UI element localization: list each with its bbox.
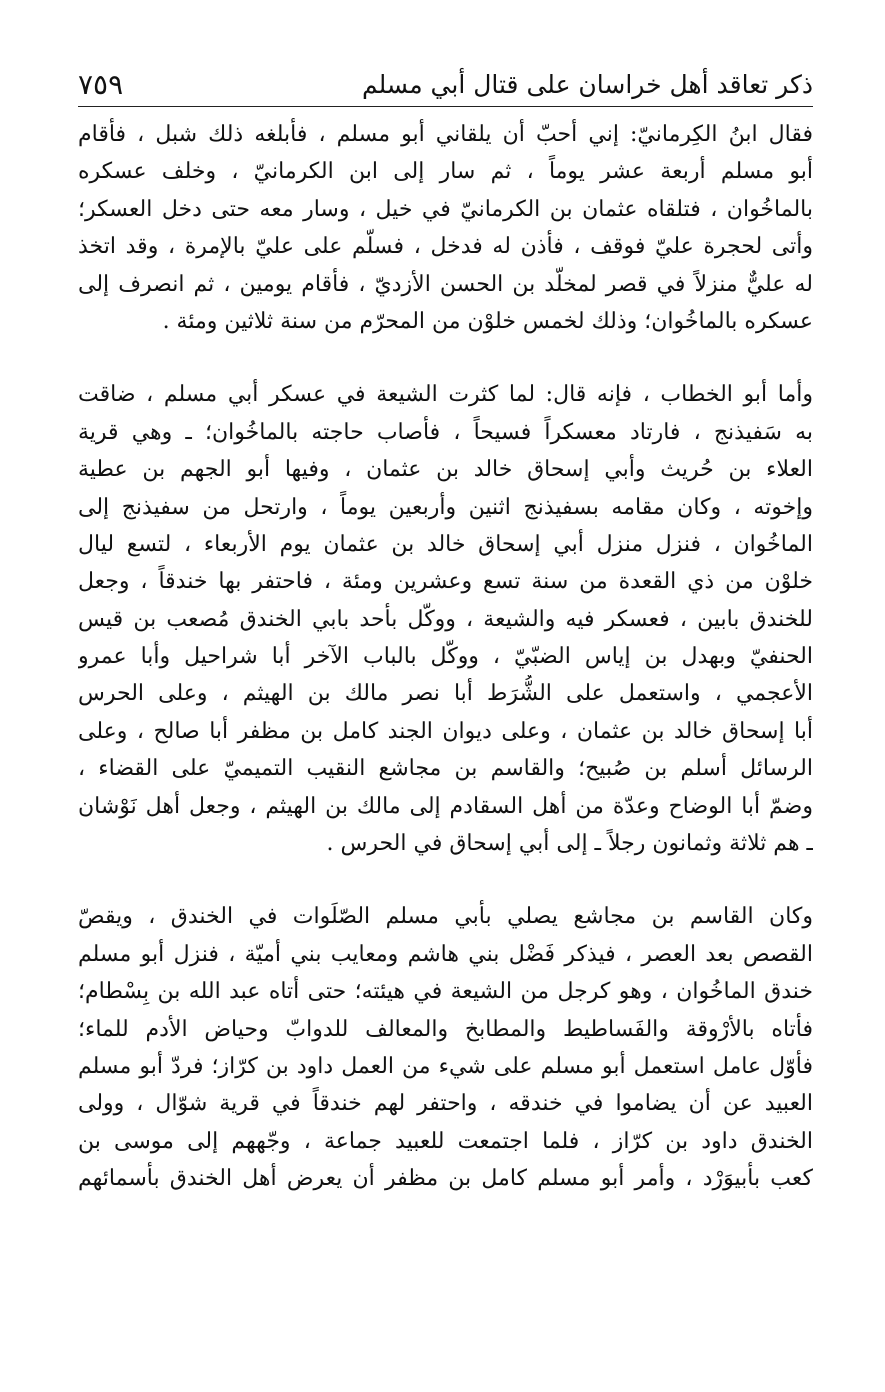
text-line: للخندق بابين ، فعسكر فيه والشيعة ، ووكّل بأحد بابي الخندق مُصعب بن قيس	[78, 606, 813, 632]
text-line: بالماخُوان ، فتلقاه عثمان بن الكرمانيّ في خيل ، وسار معه حتى دخل العسكر؛	[78, 196, 813, 222]
paragraph	[78, 898, 813, 1197]
text-line: وأما أبو الخطاب ، فإنه قال: لما كثرت الشيعة في عسكر أبي مسلم ، ضاقت	[78, 382, 813, 408]
paragraph	[78, 376, 813, 862]
text-line: ـ هم ثلاثة وثمانون رجلاً ـ إلى أبي إسحاق في الحرس .	[326, 831, 813, 857]
text-line: أبا إسحاق خالد بن عثمان ، وعلى ديوان الجند كامل بن مظفر أبا صالح ، وعلى	[78, 718, 813, 744]
text-line: فأتاه بالأرْوقة والفَساطيط والمطابخ والمعالف للدوابّ وحياض الأدم للماء؛	[78, 1016, 813, 1042]
text-line: الماخُوان ، فنزل منزل أبي إسحاق خالد بن عثمان يوم الأربعاء ، لتسع ليال	[78, 531, 813, 557]
page-header	[78, 58, 813, 107]
text-line: الأعجمي ، واستعمل على الشُّرَط أبا نصر مالك بن الهيثم ، وعلى الحرس	[78, 681, 813, 707]
text-line: له عليٌّ منزلاً في قصر لمخلّد بن الحسن الأزديّ ، فأقام يومين ، ثم انصرف إلى	[78, 271, 813, 297]
text-line: فقال ابنُ الكِرمانيّ: إني أحبّ أن يلقاني أبو مسلم ، فأبلغه ذلك شبل ، فأقام	[78, 122, 813, 147]
text-line: القصص بعد العصر ، فيذكر فَضْل بني هاشم ومعايب بني أميّة ، فنزل أبو مسلم	[78, 941, 813, 967]
text-line: كعب بأبيوَرْد ، وأمر أبو مسلم كامل بن مظفر أن يعرض أهل الخندق بأسمائهم	[78, 1166, 813, 1192]
text-line: وكان القاسم بن مجاشع يصلي بأبي مسلم الصّلَوات في الخندق ، ويقصّ	[78, 904, 813, 930]
text-line: وأتى لحجرة عليّ فوقف ، فأذن له فدخل ، فسلّم على عليّ بالإمرة ، وقد اتخذ	[78, 234, 813, 260]
text-line: الحنفيّ وبهدل بن إياس الضبّيّ ، ووكّل بالباب الآخر أبا شراحيل وأبا عمرو	[78, 644, 813, 670]
paragraph-gap	[78, 862, 813, 898]
paragraph-gap	[78, 340, 813, 376]
page-body	[78, 116, 813, 1198]
text-line: وضمّ أبا الوضاح وعدّة من أهل السقادم إلى مالك بن الهيثم ، وجعل أهل نَوْشان	[78, 793, 813, 819]
text-line: به سَفيذنج ، فارتاد معسكراً فسيحاً ، فأصاب حاجته بالماخُوان؛ ـ وهي قرية	[78, 419, 813, 445]
text-line: خلوْن من ذي القعدة من سنة تسع وعشرين ومئة ، فاحتفر بها خندقاً ، وجعل	[78, 569, 813, 595]
running-title: ذكر تعاقد أهل خراسان على قتال أبي مسلم	[361, 70, 813, 99]
text-line: خندق الماخُوان ، وهو كرجل من الشيعة في هيئته؛ حتى أتاه عبد الله بن بِسْطام؛	[78, 979, 813, 1005]
text-line: الرسائل أسلم بن صُبيح؛ والقاسم بن مجاشع النقيب التميميّ على القضاء ،	[78, 756, 813, 782]
text-line: أبو مسلم أربعة عشر يوماً ، ثم سار إلى ابن الكرمانيّ ، وخلف عسكره	[78, 159, 813, 185]
page-number: ٧٥٩	[78, 68, 124, 101]
text-line: العبيد عن أن يضاموا في خندقه ، واحتفر لهم خندقاً في قرية شوّال ، وولى	[78, 1091, 813, 1117]
paragraph	[78, 116, 813, 340]
text-line: وإخوته ، وكان مقامه بسفيذنج اثنين وأربعين يوماً ، وارتحل من سفيذنج إلى	[78, 494, 813, 520]
text-line: الخندق داود بن كرّاز ، فلما اجتمعت للعبيد جماعة ، وجّههم إلى موسى بن	[78, 1128, 813, 1154]
text-line: عسكره بالماخُوان؛ وذلك لخمس خلوْن من المحرّم من سنة ثلاثين ومئة .	[162, 308, 813, 334]
text-line: العلاء بن حُريث وأبي إسحاق خالد بن عثمان ، وفيها أبو الجهم بن عطية	[78, 457, 813, 483]
text-line: فأوّل عامل استعمل أبو مسلم على شيء من العمل داود بن كرّاز؛ فردّ أبو مسلم	[78, 1053, 813, 1079]
